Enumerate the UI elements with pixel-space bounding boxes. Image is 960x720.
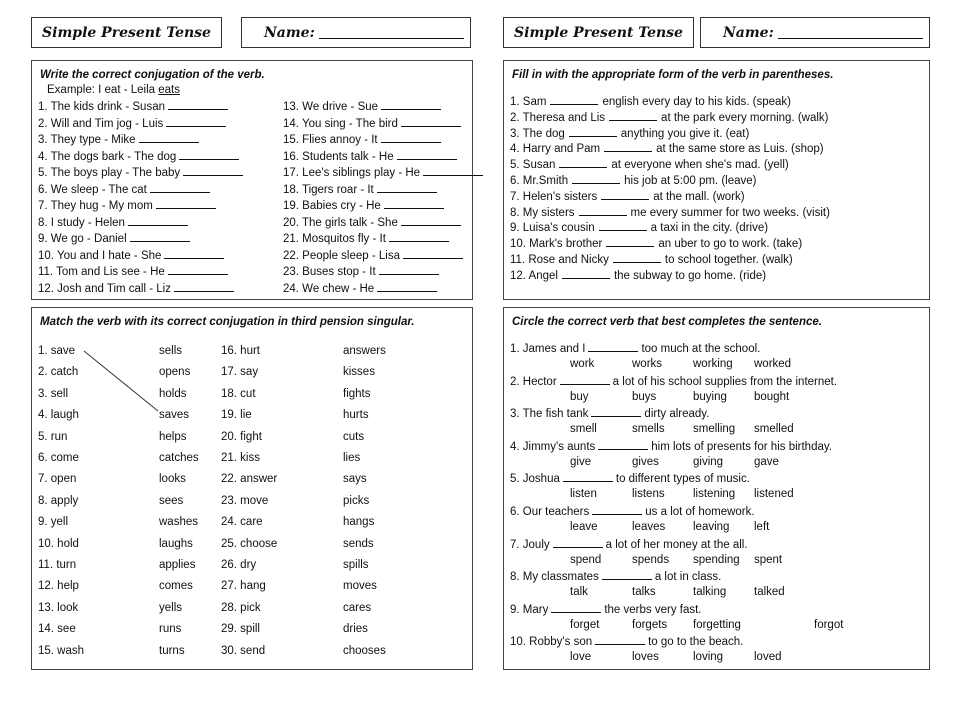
answer-blank[interactable] [609, 110, 657, 121]
circle-option[interactable]: talk [570, 586, 588, 599]
circle-option[interactable]: buying [693, 390, 727, 403]
answer-blank[interactable] [156, 198, 216, 209]
answer-blank[interactable] [379, 264, 439, 275]
match-conjugation[interactable]: lies [343, 452, 361, 464]
answer-blank[interactable] [559, 157, 607, 168]
fill-in-item [510, 126, 749, 142]
circle-item-end: a lot in class. [654, 571, 722, 584]
match-conjugation[interactable]: answers [343, 345, 386, 357]
circle-option[interactable]: smells [632, 423, 665, 436]
circle-option[interactable]: spent [754, 553, 783, 566]
conjugation-item-text: 22. People sleep - Lisa [283, 249, 400, 262]
answer-blank[interactable] [579, 205, 627, 216]
fill-in-item [510, 189, 745, 205]
circle-item [510, 504, 755, 520]
conjugation-item-text: 13. We drive - Sue [283, 101, 379, 113]
fill-in-item-end: at the mall. (work) [653, 190, 745, 203]
circle-option[interactable]: work [570, 358, 595, 370]
match-conjugation[interactable]: yells [159, 601, 183, 614]
match-conjugation[interactable]: moves [343, 580, 377, 593]
match-conjugation[interactable]: dries [343, 623, 368, 636]
conjugation-item-text: 12. Josh and Tim call - Liz [38, 282, 171, 295]
answer-blank[interactable] [602, 569, 652, 580]
match-verb[interactable]: 16. hurt [221, 345, 260, 357]
conjugation-item [283, 116, 461, 132]
conjugation-item [283, 215, 461, 231]
fill-in-item [510, 110, 829, 126]
answer-blank[interactable] [598, 439, 648, 450]
circle-option[interactable]: listening [693, 488, 736, 501]
answer-blank[interactable] [397, 149, 457, 160]
circle-option[interactable]: leaves [632, 521, 666, 533]
right-title: Simple Present Tense [514, 24, 683, 41]
match-conjugation[interactable]: looks [159, 473, 186, 486]
fill-in-item [510, 173, 756, 189]
answer-blank[interactable] [606, 236, 654, 247]
conjugation-item-text: 2. Will and Tim jog - Luis [38, 117, 164, 130]
circle-option[interactable]: giving [693, 455, 724, 468]
circle-option[interactable]: forget [570, 618, 600, 631]
answer-blank[interactable] [569, 126, 617, 137]
circle-option[interactable]: listen [570, 488, 597, 501]
match-verb[interactable]: 23. move [221, 494, 269, 507]
circle-item-start: 10. Robby's son [510, 636, 593, 649]
answer-blank[interactable] [403, 248, 463, 259]
answer-blank[interactable] [591, 406, 641, 417]
fill-in-item [510, 236, 802, 252]
fill-in-item [510, 252, 793, 268]
match-conjugation[interactable]: cares [343, 601, 372, 614]
match-conjugation[interactable]: holds [159, 387, 187, 400]
answer-blank[interactable] [613, 252, 661, 263]
circle-panel [503, 307, 930, 670]
match-verb[interactable]: 15. wash [38, 644, 85, 657]
conjugation-item [38, 215, 188, 231]
circle-item-start: 3. The fish tank [510, 408, 589, 421]
conjugation-item-text: 5. The boys play - The baby [38, 167, 181, 179]
circle-item-start: 7. Jouly [510, 538, 550, 551]
circle-item [510, 439, 832, 455]
match-conjugation[interactable]: saves [159, 409, 190, 422]
match-verb[interactable]: 6. come [38, 452, 79, 464]
match-example-line [32, 308, 474, 671]
match-conjugation[interactable]: opens [159, 366, 191, 379]
match-conjugation[interactable]: laughs [159, 537, 193, 550]
conjugation-item [283, 281, 437, 297]
conjugation-item [38, 182, 210, 198]
answer-blank[interactable] [168, 264, 228, 275]
conjugation-item-text: 10. You and I hate - She [38, 249, 162, 262]
match-verb[interactable]: 2. catch [38, 366, 79, 379]
conjugation-item [283, 248, 463, 264]
circle-option[interactable]: gives [632, 455, 659, 468]
answer-blank[interactable] [130, 231, 190, 242]
match-verb[interactable]: 20. fight [221, 430, 262, 443]
example-answer: eats [158, 84, 180, 96]
circle-option[interactable]: loving [693, 651, 724, 664]
right-title-box [503, 17, 694, 48]
circle-option[interactable]: listened [754, 488, 794, 501]
match-verb[interactable]: 17. say [221, 366, 259, 379]
answer-blank[interactable] [562, 268, 610, 279]
match-verb[interactable]: 24. care [221, 516, 263, 529]
match-verb[interactable]: 11. turn [38, 559, 77, 571]
answer-blank[interactable] [560, 374, 610, 385]
circle-item-end: him lots of presents for his birthday. [651, 440, 832, 453]
fill-in-item-start: 12. Angel [510, 269, 558, 282]
match-verb[interactable]: 9. yell [38, 516, 69, 529]
left-title-box [31, 17, 222, 48]
conjugation-item [283, 149, 457, 165]
match-conjugation[interactable]: helps [159, 430, 187, 443]
fill-in-instruction: Fill in with the appropriate form of the verb in parentheses. [512, 69, 834, 81]
match-conjugation[interactable]: applies [159, 559, 196, 571]
match-conjugation[interactable]: runs [159, 623, 182, 636]
circle-option[interactable]: smelled [754, 423, 794, 436]
circle-item-start: 5. Joshua [510, 473, 560, 486]
conjugation-item [38, 231, 190, 247]
circle-option[interactable]: forgot [814, 618, 844, 631]
match-conjugation[interactable]: spills [343, 559, 369, 571]
match-conjugation[interactable]: hurts [343, 409, 369, 422]
fill-in-item-start: 11. Rose and Nicky [510, 254, 609, 266]
circle-option[interactable]: forgetting [693, 618, 741, 631]
answer-blank[interactable] [592, 504, 642, 515]
circle-item [510, 374, 837, 390]
circle-option[interactable]: gave [754, 455, 779, 468]
conjugation-item-text: 23. Buses stop - It [283, 266, 376, 278]
circle-item-end: a lot of her money at the all. [605, 538, 748, 551]
example-text: Example: I eat - Leila [47, 84, 156, 96]
fill-in-item [510, 220, 768, 236]
circle-option[interactable]: buys [632, 390, 657, 403]
conjugation-example [47, 83, 180, 98]
answer-blank[interactable] [183, 165, 243, 176]
conjugation-item-text: 7. They hug - My mom [38, 200, 153, 212]
fill-in-item-start: 6. Mr.Smith [510, 175, 569, 187]
fill-in-item [510, 141, 824, 157]
conjugation-item [38, 116, 226, 132]
answer-blank[interactable] [166, 116, 226, 127]
circle-option[interactable]: working [693, 358, 733, 370]
conjugation-item [38, 132, 199, 148]
circle-item-start: 8. My classmates [510, 571, 599, 584]
conjugation-item-text: 8. I study - Helen [38, 216, 125, 229]
circle-option[interactable]: leave [570, 521, 598, 533]
conjugation-item [38, 165, 243, 181]
circle-item [510, 341, 760, 357]
circle-option[interactable]: talking [693, 586, 727, 599]
match-verb[interactable]: 7. open [38, 473, 77, 486]
circle-option[interactable]: smell [570, 423, 597, 436]
fill-in-item-end: to school together. (walk) [664, 254, 793, 266]
match-conjugation[interactable]: hangs [343, 516, 375, 529]
fill-in-item-end: anything you give it. (eat) [620, 127, 750, 140]
match-verb[interactable]: 3. sell [38, 387, 69, 400]
right-name-box [700, 17, 930, 48]
answer-blank[interactable] [599, 220, 647, 231]
circle-option[interactable]: listens [632, 488, 665, 501]
conjugation-item-text: 24. We chew - He [283, 282, 375, 295]
match-conjugation[interactable]: turns [159, 644, 185, 657]
fill-in-item-start: 8. My sisters [510, 206, 575, 219]
answer-blank[interactable] [601, 189, 649, 200]
conjugation-item-text: 18. Tigers roar - It [283, 183, 374, 196]
match-verb[interactable]: 28. pick [221, 601, 261, 614]
circle-option[interactable]: buy [570, 390, 589, 403]
circle-option[interactable]: loved [754, 651, 782, 664]
conjugation-instruction: Write the correct conjugation of the verb. [40, 69, 265, 81]
conjugation-item [283, 231, 449, 247]
match-conjugation[interactable]: catches [159, 452, 199, 464]
circle-option[interactable]: give [570, 455, 592, 468]
answer-blank[interactable] [401, 116, 461, 127]
fill-in-item-start: 1. Sam [510, 96, 547, 108]
conjugation-item-text: 6. We sleep - The cat [38, 183, 147, 196]
answer-blank[interactable] [377, 182, 437, 193]
answer-blank[interactable] [150, 182, 210, 193]
circle-item-end: us a lot of homework. [645, 506, 755, 518]
conjugation-item [38, 248, 224, 264]
fill-in-item-start: 3. The dog [510, 127, 565, 140]
conjugation-item [38, 281, 234, 297]
conjugation-item [283, 99, 441, 115]
conjugation-item-text: 9. We go - Daniel [38, 233, 127, 245]
circle-option[interactable]: forgets [632, 618, 668, 631]
match-verb[interactable]: 27. hang [221, 580, 266, 593]
fill-in-item-start: 5. Susan [510, 159, 556, 172]
answer-blank[interactable] [595, 634, 645, 645]
circle-item-end: the verbs very fast. [604, 603, 702, 616]
circle-option[interactable]: love [570, 651, 592, 664]
circle-item-end: a lot of his school supplies from the internet. [612, 375, 838, 388]
answer-blank[interactable] [551, 602, 601, 613]
answer-blank[interactable] [550, 94, 598, 105]
match-conjugation[interactable]: washes [159, 516, 198, 529]
match-line-save-saves [84, 351, 158, 411]
conjugation-item-text: 16. Students talk - He [283, 150, 394, 163]
match-verb[interactable]: 22. answer [221, 473, 278, 486]
conjugation-item [283, 182, 437, 198]
conjugation-item [38, 198, 216, 214]
circle-option[interactable]: bought [754, 390, 790, 403]
fill-in-item-end: english every day to his kids. (speak) [602, 96, 791, 108]
circle-option[interactable]: talks [632, 586, 656, 599]
match-verb[interactable]: 1. save [38, 345, 76, 357]
fill-in-item [510, 268, 766, 284]
match-conjugation[interactable]: comes [159, 580, 193, 593]
fill-in-panel [503, 60, 930, 300]
circle-option[interactable]: leaving [693, 521, 730, 533]
conjugation-item [283, 198, 444, 214]
fill-in-item-end: at the same store as Luis. (shop) [656, 143, 824, 156]
fill-in-item-end: the subway to go home. (ride) [613, 269, 767, 282]
answer-blank[interactable] [164, 248, 224, 259]
circle-item [510, 406, 709, 422]
answer-blank[interactable] [179, 149, 239, 160]
answer-blank[interactable] [174, 281, 234, 292]
fill-in-item [510, 205, 830, 221]
answer-blank[interactable] [604, 141, 652, 152]
fill-in-item [510, 94, 791, 110]
conjugation-item [283, 165, 483, 181]
match-conjugation[interactable]: fights [343, 387, 371, 400]
conjugation-item-text: 17. Lee's siblings play - He [283, 167, 421, 179]
circle-item [510, 569, 721, 585]
circle-item [510, 602, 702, 618]
circle-option[interactable]: smelling [693, 423, 736, 436]
conjugation-item-text: 3. They type - Mike [38, 134, 136, 146]
answer-blank[interactable] [389, 231, 449, 242]
answer-blank[interactable] [381, 132, 441, 143]
match-verb[interactable]: 4. laugh [38, 409, 79, 422]
circle-option[interactable]: spends [632, 553, 670, 566]
circle-option[interactable]: worked [754, 358, 792, 370]
conjugation-panel [31, 60, 473, 300]
conjugation-item [38, 149, 239, 165]
circle-item-start: 2. Hector [510, 375, 557, 388]
match-conjugation[interactable]: cuts [343, 430, 365, 443]
circle-item-start: 6. Our teachers [510, 506, 590, 518]
answer-blank[interactable] [384, 198, 444, 209]
conjugation-item [38, 99, 228, 115]
fill-in-item-end: at the park every morning. (walk) [661, 111, 829, 124]
match-conjugation[interactable]: sells [159, 345, 183, 357]
conjugation-item-text: 11. Tom and Lis see - He [38, 266, 165, 278]
match-verb[interactable]: 14. see [38, 623, 76, 636]
circle-item-end: to different types of music. [615, 473, 750, 486]
fill-in-item-start: 9. Luisa's cousin [510, 222, 595, 235]
match-verb[interactable]: 12. help [38, 580, 79, 593]
left-title: Simple Present Tense [42, 24, 211, 41]
match-instruction: Match the verb with its correct conjugation in third pension singular. [40, 316, 415, 328]
answer-blank[interactable] [168, 99, 228, 110]
answer-blank[interactable] [423, 165, 483, 176]
circle-item-start: 9. Mary [510, 603, 549, 616]
match-verb[interactable]: 30. send [221, 644, 266, 657]
match-verb[interactable]: 18. cut [221, 387, 256, 400]
match-verb[interactable]: 19. lie [221, 409, 252, 422]
circle-item-end: too much at the school. [641, 343, 761, 355]
conjugation-item-text: 20. The girls talk - She [283, 216, 398, 229]
fill-in-item-start: 2. Theresa and Lis [510, 111, 606, 124]
circle-item [510, 471, 750, 487]
circle-instruction: Circle the correct verb that best completes the sentence. [512, 316, 822, 328]
conjugation-item-text: 15. Flies annoy - It [283, 134, 378, 146]
match-conjugation[interactable]: picks [343, 494, 370, 507]
fill-in-item-end: a taxi in the city. (drive) [650, 222, 769, 235]
circle-option[interactable]: talked [754, 586, 785, 599]
conjugation-item-text: 21. Mosquitos fly - It [283, 233, 386, 245]
conjugation-item-text: 19. Babies cry - He [283, 200, 381, 212]
match-verb[interactable]: 21. kiss [221, 452, 260, 464]
answer-blank[interactable] [572, 173, 620, 184]
match-conjugation[interactable]: kisses [343, 366, 375, 379]
match-panel [31, 307, 473, 670]
answer-blank[interactable] [563, 471, 613, 482]
answer-blank[interactable] [139, 132, 199, 143]
answer-blank[interactable] [401, 215, 461, 226]
conjugation-item [38, 264, 228, 280]
answer-blank[interactable] [553, 537, 603, 548]
answer-blank[interactable] [588, 341, 638, 352]
fill-in-item [510, 157, 789, 173]
circle-option[interactable]: loves [632, 651, 659, 664]
match-verb[interactable]: 10. hold [38, 537, 79, 550]
fill-in-item-end: his job at 5:00 pm. (leave) [624, 175, 757, 187]
match-conjugation[interactable]: says [343, 473, 367, 486]
fill-in-item-end: at everyone when she's mad. (yell) [611, 159, 789, 172]
conjugation-item-text: 4. The dogs bark - The dog [38, 150, 177, 163]
match-verb[interactable]: 8. apply [38, 494, 79, 507]
circle-item-start: 1. James and I [510, 343, 586, 355]
circle-item-start: 4. Jimmy's aunts [510, 440, 596, 453]
answer-blank[interactable] [377, 281, 437, 292]
conjugation-item-text: 1. The kids drink - Susan [38, 101, 165, 113]
fill-in-item-end: an uber to go to work. (take) [658, 238, 803, 251]
circle-item [510, 537, 748, 553]
answer-blank[interactable] [128, 215, 188, 226]
circle-option[interactable]: works [632, 358, 663, 370]
right-name-label: Name: [723, 24, 774, 41]
fill-in-item-end: me every summer for two weeks. (visit) [630, 206, 830, 219]
fill-in-item-start: 10. Mark's brother [510, 238, 603, 251]
match-conjugation[interactable]: chooses [343, 644, 386, 657]
circle-item [510, 634, 743, 650]
match-verb[interactable]: 13. look [38, 601, 79, 614]
conjugation-item [283, 132, 441, 148]
left-name-line[interactable] [319, 26, 464, 39]
match-verb[interactable]: 29. spill [221, 623, 260, 636]
circle-option[interactable]: spending [693, 553, 740, 566]
fill-in-item-start: 4. Harry and Pam [510, 143, 601, 156]
match-verb[interactable]: 5. run [38, 430, 68, 443]
circle-option[interactable]: left [754, 521, 770, 533]
conjugation-item-text: 14. You sing - The bird [283, 117, 398, 130]
match-verb[interactable]: 25. choose [221, 537, 278, 550]
conjugation-item [283, 264, 439, 280]
circle-item-end: to go to the beach. [648, 636, 744, 649]
match-verb[interactable]: 26. dry [221, 559, 257, 571]
answer-blank[interactable] [381, 99, 441, 110]
match-conjugation[interactable]: sees [159, 494, 184, 507]
circle-option[interactable]: spend [570, 553, 602, 566]
left-name-box [241, 17, 471, 48]
circle-item-end: dirty already. [644, 408, 710, 421]
fill-in-item-start: 7. Helen's sisters [510, 190, 598, 203]
right-name-line[interactable] [778, 26, 923, 39]
left-name-label: Name: [264, 24, 315, 41]
match-conjugation[interactable]: sends [343, 537, 374, 550]
